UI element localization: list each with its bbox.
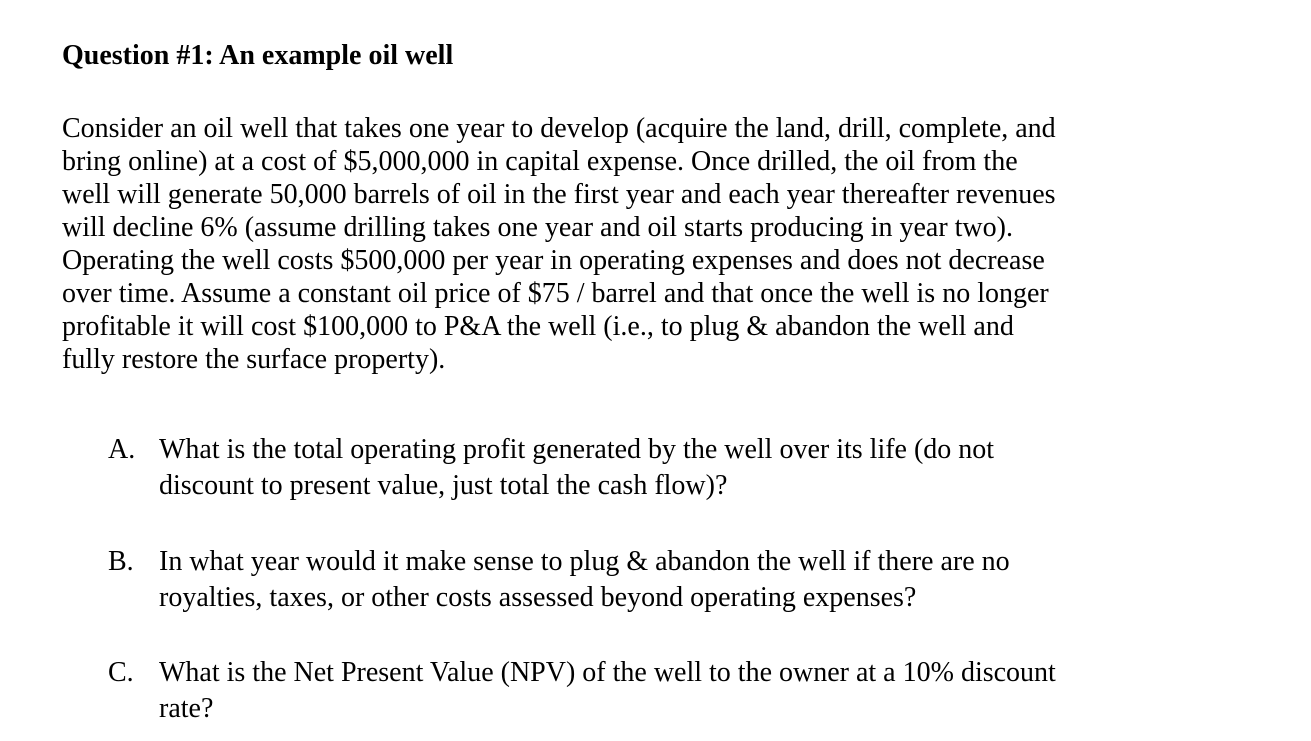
sub-question-text bbox=[159, 655, 1259, 727]
sub-question-line: royalties, taxes, or other costs assessed beyond operating expenses? bbox=[159, 582, 917, 613]
sub-question-line: What is the total operating profit generated by the well over its life (do not bbox=[159, 434, 995, 465]
problem-statement-line: profitable it will cost $100,000 to P&A the well (i.e., to plug & abandon the well and bbox=[62, 311, 1014, 342]
problem-statement bbox=[62, 112, 1242, 376]
sub-question-letter: A. bbox=[108, 434, 136, 465]
problem-statement-line: bring online) at a cost of $5,000,000 in capital expense. Once drilled, the oil from the bbox=[62, 146, 1018, 177]
question-heading: Question #1: An example oil well bbox=[62, 40, 454, 71]
problem-statement-line: Consider an oil well that takes one year to develop (acquire the land, drill, complete, and bbox=[62, 113, 1056, 144]
sub-question-line: discount to present value, just total the cash flow)? bbox=[159, 470, 728, 501]
problem-statement-line: Operating the well costs $500,000 per year in operating expenses and does not decrease bbox=[62, 245, 1045, 276]
sub-question-text bbox=[159, 544, 1259, 616]
sub-question-letter: C. bbox=[108, 657, 134, 688]
problem-statement-line: well will generate 50,000 barrels of oil in the first year and each year thereafter revenues bbox=[62, 179, 1056, 210]
sub-question-line: rate? bbox=[159, 693, 214, 724]
sub-question-line: In what year would it make sense to plug & abandon the well if there are no bbox=[159, 546, 1010, 577]
sub-question-line: What is the Net Present Value (NPV) of the well to the owner at a 10% discount bbox=[159, 657, 1056, 688]
problem-statement-line: will decline 6% (assume drilling takes one year and oil starts producing in year two). bbox=[62, 212, 1013, 243]
problem-statement-line: fully restore the surface property). bbox=[62, 344, 446, 375]
sub-question-letter: B. bbox=[108, 546, 134, 577]
sub-question-text bbox=[159, 432, 1259, 504]
problem-statement-line: over time. Assume a constant oil price of $75 / barrel and that once the well is no longer bbox=[62, 278, 1049, 309]
